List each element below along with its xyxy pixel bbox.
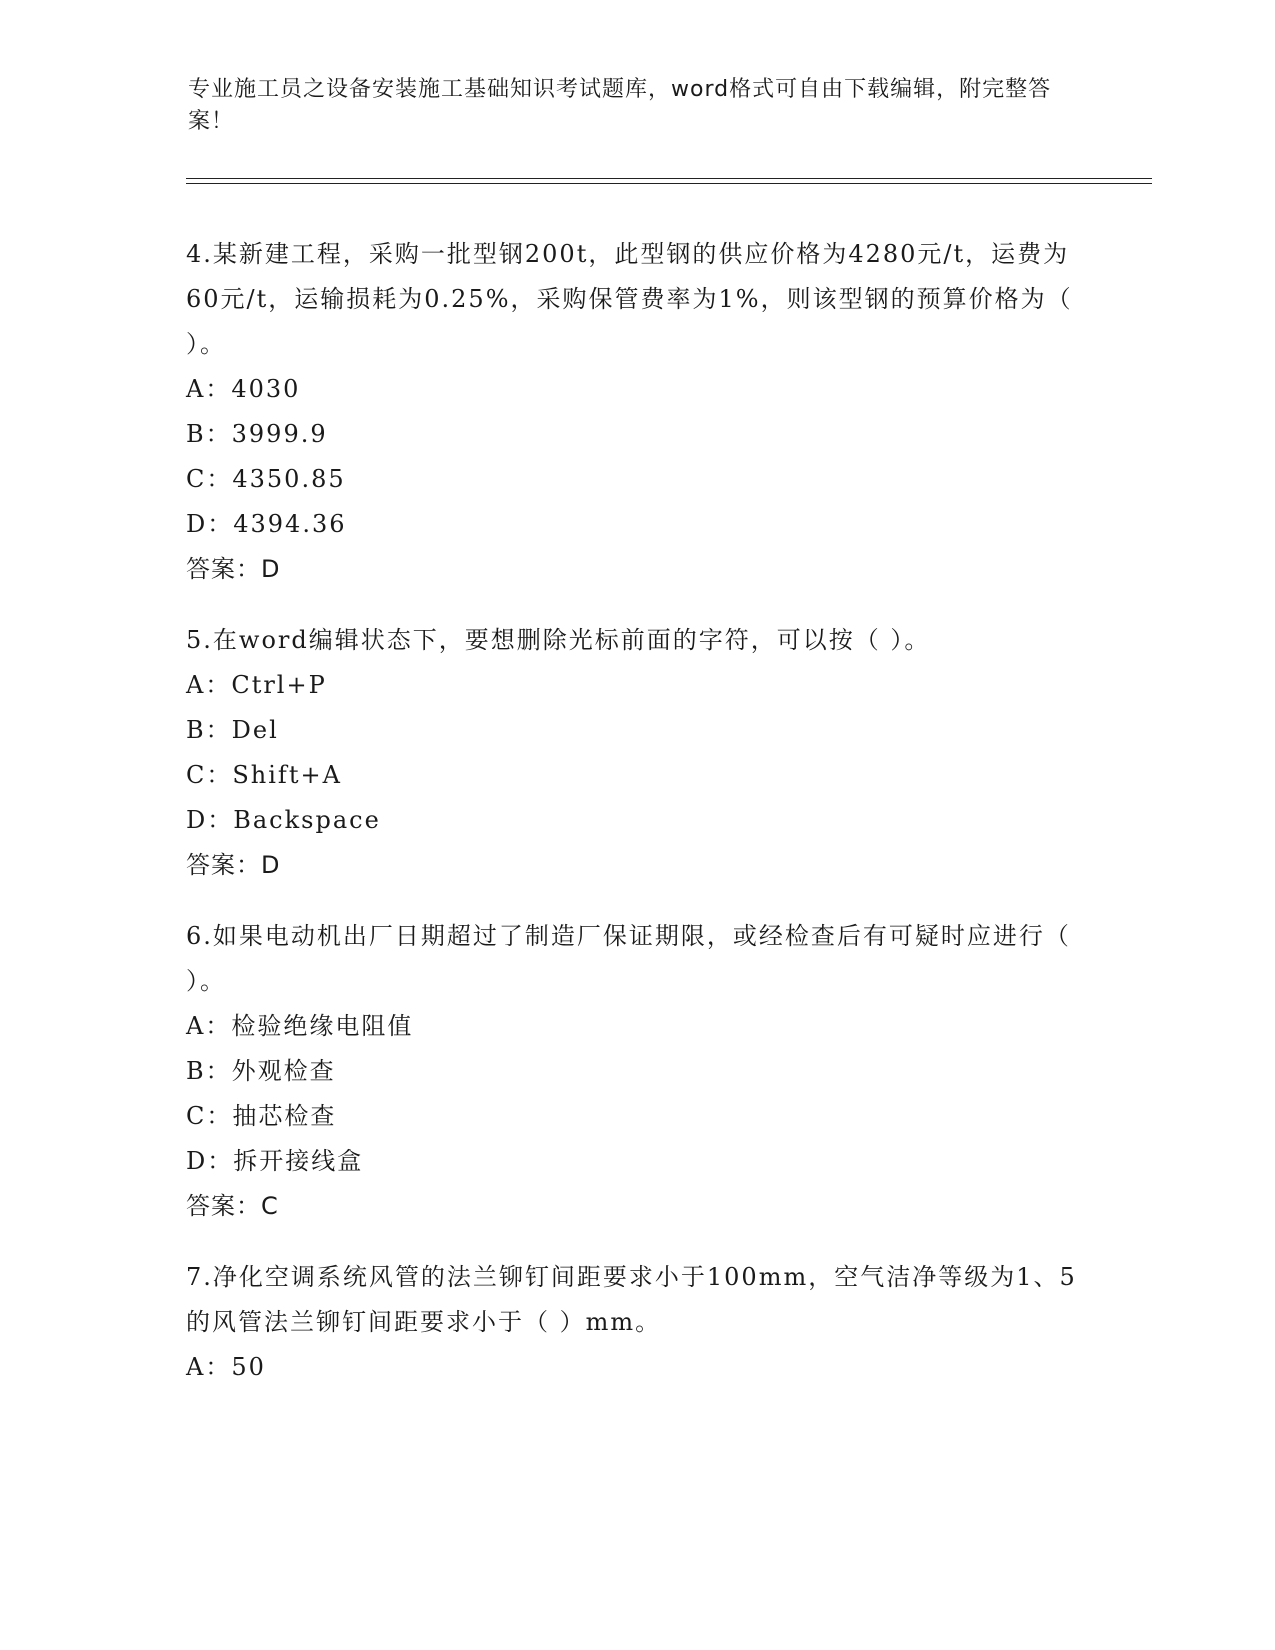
option-a: A：50	[186, 1353, 266, 1381]
option-c: C：Shift+A	[186, 761, 342, 789]
question-stem: 6.如果电动机出厂日期超过了制造厂保证期限，或经检查后有可疑时应进行（ ）。	[186, 922, 1071, 995]
header-divider-bottom	[186, 183, 1152, 184]
option-d: D：Backspace	[186, 806, 381, 834]
option-b: B：外观检查	[186, 1057, 336, 1085]
question-answer: 答案：C	[186, 1192, 279, 1220]
question-stem: 7.净化空调系统风管的法兰铆钉间距要求小于100mm，空气洁净等级为1、5的风管法兰铆钉间距要求小于（ ）mm。	[186, 1263, 1077, 1336]
option-a: A：Ctrl+P	[186, 671, 327, 699]
option-b: B：Del	[186, 716, 279, 744]
question-4	[186, 232, 1086, 592]
question-7	[186, 1255, 1086, 1390]
option-b: B：3999.9	[186, 420, 328, 448]
question-6	[186, 914, 1086, 1229]
document-header: 专业施工员之设备安装施工基础知识考试题库，word格式可自由下载编辑，附完整答案！	[188, 77, 1052, 134]
option-c: C：4350.85	[186, 465, 346, 493]
option-d: D：4394.36	[186, 510, 347, 538]
header-divider-top	[186, 178, 1152, 179]
question-answer: 答案：D	[186, 555, 281, 583]
option-c: C：抽芯检查	[186, 1102, 337, 1130]
option-a: A：4030	[186, 375, 301, 403]
question-answer: 答案：D	[186, 851, 281, 879]
question-stem: 4.某新建工程，采购一批型钢200t，此型钢的供应价格为4280元/t，运费为60元/t，运输损耗为0.25%，采购保管费率为1%，则该型钢的预算价格为（ ）。	[186, 240, 1073, 358]
question-5	[186, 618, 1086, 888]
option-a: A：检验绝缘电阻值	[186, 1012, 414, 1040]
question-list	[186, 232, 1086, 1416]
question-stem: 5.在word编辑状态下，要想删除光标前面的字符，可以按（ ）。	[186, 626, 931, 654]
option-d: D：拆开接线盒	[186, 1147, 364, 1175]
